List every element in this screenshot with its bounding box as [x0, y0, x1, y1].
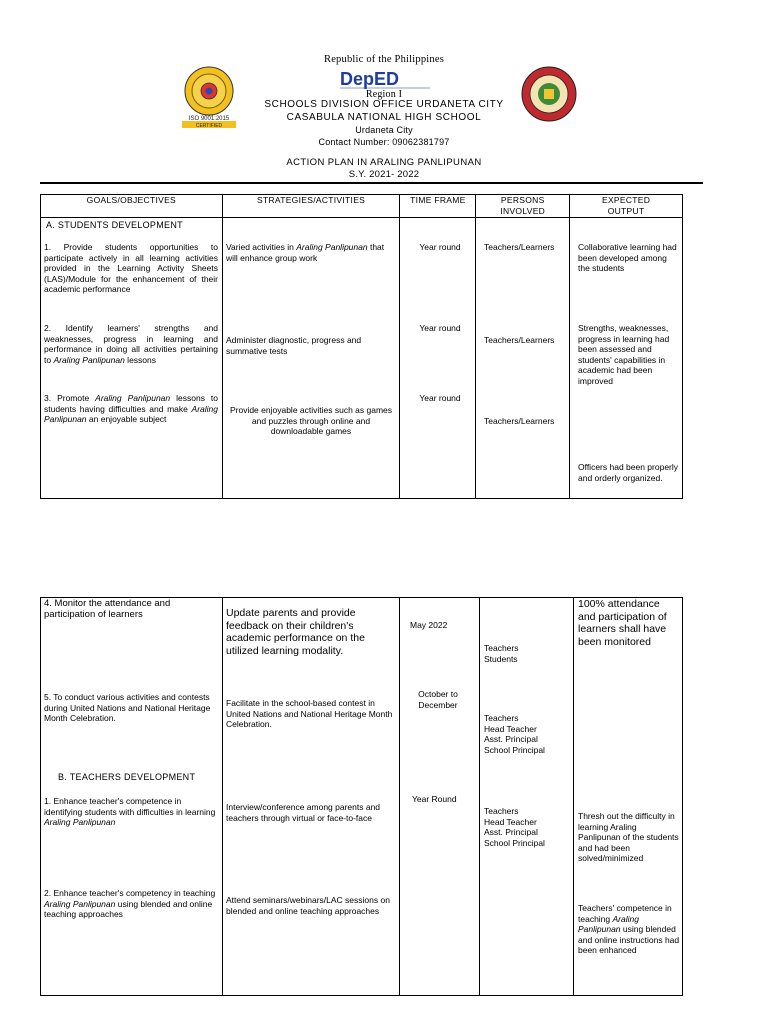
region-heading: Region I [365, 89, 403, 100]
division-heading: SCHOOLS DIVISION OFFICE URDANETA CITY [264, 99, 504, 110]
output-6: Thresh out the difficulty in learning Araling Panlipunan of the students and had been solved/minimized [578, 811, 679, 863]
persons-4: Teachers Students [484, 643, 519, 664]
persons-header-line1: PERSONS [500, 195, 545, 205]
goal-5: 5. To conduct various activities and contests during United Nations and National Heritage Month Celebration. [44, 692, 211, 723]
plan-title: ACTION PLAN IN ARALING PANLIPUNAN [286, 157, 482, 168]
goal-7: 2. Enhance teacher's competency in teaching Araling Panlipunan using blended and online teaching approaches [44, 888, 216, 919]
time-1: Year round [419, 242, 461, 252]
strategies-cell-2 [222, 598, 400, 996]
time-2: Year round [419, 323, 461, 333]
strategy-7: Attend seminars/webinars/LAC sessions on blended and online teaching approaches [226, 895, 390, 916]
persons-header-line2: INVOLVED [500, 205, 546, 216]
output-1: Collaborative learning had been developed among the students [578, 242, 677, 273]
column-header-time: TIME FRAME [400, 195, 476, 218]
goal-6: 1. Enhance teacher's competence in identifying students with difficulties in learning Araling Panlipunan [44, 796, 216, 827]
school-heading: CASABULA NATIONAL HIGH SCHOOL [286, 112, 482, 123]
header-rule [40, 182, 703, 184]
persons-5: Teachers Head Teacher Asst. Principal School Principal [484, 713, 545, 755]
strategy-4: Update parents and provide feedback on their children's academic performance on the utilized learning modality. [226, 607, 365, 657]
time-4: May 2022 [410, 620, 448, 630]
contact-heading: Contact Number: 09062381797 [318, 137, 450, 147]
column-header-persons [476, 195, 570, 218]
column-header-strategies: STRATEGIES/ACTIVITIES [222, 195, 400, 218]
city-heading: Urdaneta City [355, 125, 413, 135]
persons-2: Teachers/Learners [484, 335, 555, 345]
output-3: Officers had been properly and orderly organized. [578, 462, 679, 483]
section-teachers-development: B. TEACHERS DEVELOPMENT [58, 772, 196, 782]
output-header-line2: OUTPUT [607, 205, 645, 216]
output-7: Teachers' competence in teaching Araling Panlipunan using blended and online instructions had been enhanced [578, 903, 680, 955]
goal-2: 2. Identify learners' strengths and weaknesses, progress in learning and performance in doing all activities pertaining to Araling Panlipunan lessons [44, 323, 218, 365]
persons-6: Teachers Head Teacher Asst. Principal School Principal [484, 806, 545, 848]
time-6: Year Round [412, 794, 457, 804]
goal-1: 1. Provide students opportunities to participate actively in all learning activities provided in the Learning Activity Sheets (LAS)/Module for the enhancement of their academic performance [44, 242, 218, 294]
section-students-development: A. STUDENTS DEVELOPMENT [46, 220, 183, 230]
republic-heading: Republic of the Philippines [323, 54, 444, 65]
school-year: S.Y. 2021- 2022 [348, 169, 420, 180]
time-3: Year round [419, 393, 461, 403]
deped-logo [338, 68, 432, 90]
deped-logo-text: DepED [340, 69, 400, 89]
strategy-1: Varied activities in Araling Panlipunan that will enhance group work [226, 242, 385, 263]
output-header-line1: EXPECTED [601, 195, 651, 205]
strategy-3: Provide enjoyable activities such as games and puzzles through online and downloadable games [229, 405, 393, 436]
strategy-6: Interview/conference among parents and teachers through virtual or face-to-face [226, 802, 381, 823]
strategy-2: Administer diagnostic, progress and summative tests [226, 335, 362, 356]
persons-3: Teachers/Learners [484, 416, 555, 426]
persons-cell [476, 218, 570, 499]
persons-1: Teachers/Learners [484, 242, 555, 252]
time-5: October to December [418, 689, 458, 710]
column-header-output [570, 195, 683, 218]
output-2: Strengths, weaknesses, progress in learning had been assessed and students' capabilities in academic had been improved [578, 323, 670, 386]
column-header-goals: GOALS/OBJECTIVES [41, 195, 223, 218]
goal-3: 3. Promote Araling Panlipunan lessons to students having difficulties and make Araling Panlipunan an enjoyable subject [44, 393, 219, 424]
output-4: 100% attendance and participation of learners shall have been monitored [578, 598, 667, 648]
iso-certified-text: CERTIFIED [195, 123, 223, 129]
goal-4: 4. Monitor the attendance and participation of learners [44, 598, 171, 620]
strategy-5: Facilitate in the school-based contest in United Nations and National Heritage Month Celebration. [226, 698, 393, 729]
time-cell [400, 218, 476, 499]
iso-logo-text: ISO 9001:2015 [188, 116, 230, 122]
